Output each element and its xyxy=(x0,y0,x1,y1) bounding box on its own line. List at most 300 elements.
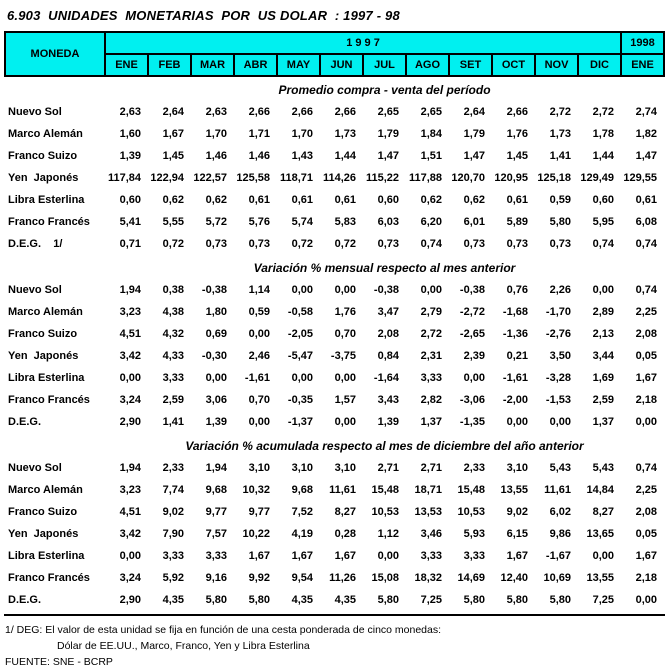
value-cell: 14,84 xyxy=(586,484,615,496)
value-cell: 9,77 xyxy=(248,506,270,518)
value-cell: 2,18 xyxy=(635,572,658,584)
value-cell: 2,18 xyxy=(635,394,658,406)
value-cell: 1,78 xyxy=(592,128,615,140)
currency-row-label: Franco Francés xyxy=(8,216,90,228)
value-cell: 3,33 xyxy=(420,372,442,384)
value-cell: 0,59 xyxy=(248,306,270,318)
value-cell: 0,00 xyxy=(592,550,615,562)
month-header-jun: JUN xyxy=(320,54,363,76)
value-cell: 1,45 xyxy=(162,150,184,162)
value-cell: 2,08 xyxy=(377,328,399,340)
value-cell: 8,27 xyxy=(592,506,615,518)
value-cell: 1,51 xyxy=(420,150,442,162)
value-cell: -1,53 xyxy=(545,394,571,406)
currency-row-label: Yen Japonés xyxy=(8,528,79,540)
value-cell: 117,88 xyxy=(408,172,442,184)
value-cell: 3,47 xyxy=(377,306,399,318)
value-cell: 5,93 xyxy=(463,528,485,540)
value-cell: 1,73 xyxy=(549,128,571,140)
value-cell: 1,80 xyxy=(205,306,227,318)
value-cell: 5,74 xyxy=(291,216,313,228)
value-cell: 120,95 xyxy=(494,172,528,184)
value-cell: 4,35 xyxy=(291,594,313,606)
month-header-feb: FEB xyxy=(148,54,191,76)
value-cell: 0,00 xyxy=(592,284,615,296)
value-cell: 5,55 xyxy=(162,216,184,228)
value-cell: 15,48 xyxy=(371,484,399,496)
value-cell: 0,61 xyxy=(506,194,528,206)
footnote-deg: 1/ DEG: El valor de esta unidad se fija en función de una cesta ponderada de cinco monedas: xyxy=(5,624,442,636)
value-cell: 118,71 xyxy=(279,172,313,184)
value-cell: 3,23 xyxy=(119,306,141,318)
value-cell: 5,80 xyxy=(506,594,528,606)
value-cell: -0,58 xyxy=(287,306,313,318)
value-cell: 1,44 xyxy=(592,150,615,162)
value-cell: 0,00 xyxy=(420,284,442,296)
value-cell: 0,73 xyxy=(377,238,399,250)
value-cell: 2,64 xyxy=(463,106,485,118)
footnote-source: FUENTE: SNE - BCRP xyxy=(5,656,113,668)
value-cell: 1,79 xyxy=(377,128,399,140)
currency-row-label: Libra Esterlina xyxy=(8,550,85,562)
value-cell: -2,05 xyxy=(287,328,313,340)
value-cell: 18,71 xyxy=(414,484,442,496)
value-cell: 9,16 xyxy=(205,572,227,584)
value-cell: 0,00 xyxy=(248,328,270,340)
value-cell: 0,74 xyxy=(635,284,658,296)
section-header: Variación % mensual respecto al mes anterior xyxy=(253,261,516,275)
table-row xyxy=(5,101,664,123)
value-cell: 2,82 xyxy=(420,394,442,406)
value-cell: 1,44 xyxy=(334,150,356,162)
value-cell: 6,03 xyxy=(377,216,399,228)
value-cell: 4,35 xyxy=(334,594,356,606)
table-row xyxy=(5,589,664,611)
value-cell: 2,65 xyxy=(420,106,442,118)
value-cell: 2,26 xyxy=(549,284,571,296)
value-cell: 2,59 xyxy=(162,394,184,406)
value-cell: 3,33 xyxy=(463,550,485,562)
table-row xyxy=(5,457,664,479)
value-cell: 1,82 xyxy=(635,128,658,140)
value-cell: 3,33 xyxy=(162,372,184,384)
value-cell: 15,08 xyxy=(371,572,399,584)
value-cell: 129,49 xyxy=(580,172,615,184)
value-cell: 0,70 xyxy=(334,328,356,340)
value-cell: 5,80 xyxy=(463,594,485,606)
value-cell: 0,05 xyxy=(635,528,658,540)
currency-row-label: D.E.G. 1/ xyxy=(8,238,63,250)
value-cell: 0,73 xyxy=(248,238,270,250)
value-cell: 9,02 xyxy=(162,506,184,518)
value-cell: 0,00 xyxy=(334,284,356,296)
value-cell: 1,43 xyxy=(291,150,313,162)
section-header-row xyxy=(5,76,664,101)
value-cell: 9,86 xyxy=(549,528,571,540)
value-cell: 0,28 xyxy=(334,528,356,540)
value-cell: 3,46 xyxy=(420,528,442,540)
value-cell: 9,02 xyxy=(506,506,528,518)
value-cell: 0,62 xyxy=(463,194,485,206)
value-cell: 1,67 xyxy=(162,128,184,140)
value-cell: 2,63 xyxy=(119,106,141,118)
value-cell: -1,36 xyxy=(502,328,528,340)
month-header-ene: ENE xyxy=(105,54,148,76)
value-cell: 115,22 xyxy=(365,172,399,184)
value-cell: 0,62 xyxy=(162,194,184,206)
value-cell: 1,76 xyxy=(506,128,528,140)
table-row xyxy=(5,567,664,589)
value-cell: 9,68 xyxy=(291,484,313,496)
value-cell: 0,00 xyxy=(506,416,528,428)
value-cell: 122,94 xyxy=(150,172,184,184)
value-cell: 2,13 xyxy=(592,328,615,340)
table-row xyxy=(5,323,664,345)
value-cell: 10,53 xyxy=(457,506,485,518)
value-cell: 0,00 xyxy=(291,284,313,296)
value-cell: 1,70 xyxy=(291,128,313,140)
currency-row-label: Marco Alemán xyxy=(8,484,83,496)
table-row xyxy=(5,279,664,301)
table-row xyxy=(5,123,664,145)
currency-row-label: D.E.G. xyxy=(8,594,42,606)
value-cell: 1,67 xyxy=(334,550,356,562)
section-header: Promedio compra - venta del período xyxy=(278,83,491,97)
year-header-row xyxy=(5,32,664,54)
value-cell: 3,50 xyxy=(549,350,571,362)
value-cell: 125,58 xyxy=(236,172,270,184)
value-cell: -2,72 xyxy=(459,306,485,318)
value-cell: 3,06 xyxy=(205,394,227,406)
value-cell: 13,55 xyxy=(586,572,615,584)
value-cell: 1,39 xyxy=(205,416,227,428)
monetary-units-table xyxy=(4,31,665,611)
value-cell: 0,72 xyxy=(334,238,356,250)
value-cell: 2,66 xyxy=(334,106,356,118)
value-cell: -0,38 xyxy=(459,284,485,296)
value-cell: 7,52 xyxy=(291,506,313,518)
value-cell: 1,67 xyxy=(506,550,528,562)
value-cell: 2,66 xyxy=(506,106,528,118)
value-cell: 6,01 xyxy=(463,216,485,228)
currency-row-label: Yen Japonés xyxy=(8,172,79,184)
month-header-mar: MAR xyxy=(191,54,234,76)
value-cell: 14,69 xyxy=(457,572,485,584)
value-cell: -2,65 xyxy=(459,328,485,340)
currency-row-label: Franco Suizo xyxy=(8,328,78,340)
value-cell: 5,80 xyxy=(205,594,227,606)
value-cell: 0,59 xyxy=(549,194,571,206)
table-body xyxy=(5,76,664,611)
value-cell: 0,00 xyxy=(334,372,356,384)
currency-row-label: Libra Esterlina xyxy=(8,372,85,384)
value-cell: 0,60 xyxy=(377,194,399,206)
table-row xyxy=(5,233,664,255)
value-cell: 4,38 xyxy=(162,306,184,318)
value-cell: 3,10 xyxy=(248,462,270,474)
value-cell: 2,89 xyxy=(592,306,615,318)
value-cell: 0,62 xyxy=(205,194,227,206)
currency-row-label: Marco Alemán xyxy=(8,306,83,318)
section-header-row xyxy=(5,255,664,279)
value-cell: 4,51 xyxy=(119,506,141,518)
section-header-spacer xyxy=(5,255,105,279)
value-cell: 1,69 xyxy=(592,372,615,384)
value-cell: 2,33 xyxy=(463,462,485,474)
month-header-oct: OCT xyxy=(492,54,535,76)
value-cell: 0,00 xyxy=(291,372,313,384)
value-cell: 0,61 xyxy=(291,194,313,206)
value-cell: 0,70 xyxy=(248,394,270,406)
value-cell: 0,00 xyxy=(119,550,141,562)
value-cell: 1,14 xyxy=(248,284,270,296)
section-header-spacer xyxy=(5,76,105,101)
value-cell: 2,66 xyxy=(248,106,270,118)
value-cell: 1,67 xyxy=(635,372,658,384)
value-cell: 10,69 xyxy=(543,572,571,584)
value-cell: 5,43 xyxy=(549,462,571,474)
month-header-ene-1998: ENE xyxy=(621,54,664,76)
value-cell: -2,76 xyxy=(545,328,571,340)
value-cell: 10,53 xyxy=(371,506,399,518)
value-cell: 5,80 xyxy=(248,594,270,606)
value-cell: 5,72 xyxy=(205,216,227,228)
moneda-column-header: MONEDA xyxy=(5,32,105,76)
value-cell: 5,95 xyxy=(592,216,615,228)
value-cell: 1,84 xyxy=(420,128,442,140)
value-cell: 5,92 xyxy=(162,572,184,584)
section-header: Variación % acumulada respecto al mes de diciembre del año anterior xyxy=(185,439,584,453)
value-cell: 1,67 xyxy=(248,550,270,562)
value-cell: 0,61 xyxy=(635,194,658,206)
table-row xyxy=(5,345,664,367)
value-cell: 0,73 xyxy=(549,238,571,250)
value-cell: 1,37 xyxy=(592,416,615,428)
value-cell: 3,43 xyxy=(377,394,399,406)
value-cell: -0,38 xyxy=(201,284,227,296)
value-cell: -0,35 xyxy=(287,394,313,406)
currency-row-label: Franco Francés xyxy=(8,394,90,406)
value-cell: 11,61 xyxy=(544,484,571,496)
value-cell: 3,33 xyxy=(205,550,227,562)
value-cell: 5,80 xyxy=(549,594,571,606)
value-cell: 5,89 xyxy=(506,216,528,228)
value-cell: 0,73 xyxy=(463,238,485,250)
value-cell: 2,72 xyxy=(420,328,442,340)
value-cell: 2,63 xyxy=(205,106,227,118)
table-row xyxy=(5,301,664,323)
value-cell: 2,72 xyxy=(592,106,615,118)
value-cell: 0,76 xyxy=(506,284,528,296)
value-cell: 3,33 xyxy=(162,550,184,562)
table-row xyxy=(5,189,664,211)
footnotes xyxy=(0,616,669,670)
value-cell: 1,57 xyxy=(334,394,356,406)
value-cell: 0,60 xyxy=(119,194,141,206)
value-cell: 10,32 xyxy=(242,484,270,496)
value-cell: 1,60 xyxy=(119,128,141,140)
value-cell: 13,65 xyxy=(586,528,615,540)
value-cell: 0,00 xyxy=(463,372,485,384)
value-cell: 1,41 xyxy=(162,416,184,428)
currency-row-label: Nuevo Sol xyxy=(8,462,62,474)
table-header xyxy=(5,32,664,76)
value-cell: 1,71 xyxy=(248,128,270,140)
month-header-may: MAY xyxy=(277,54,320,76)
value-cell: 1,39 xyxy=(119,150,141,162)
value-cell: 5,80 xyxy=(377,594,399,606)
currency-row-label: Marco Alemán xyxy=(8,128,83,140)
value-cell: 1,94 xyxy=(119,284,141,296)
value-cell: -1,70 xyxy=(545,306,571,318)
value-cell: 5,76 xyxy=(248,216,270,228)
value-cell: 6,08 xyxy=(635,216,658,228)
value-cell: 1,47 xyxy=(377,150,399,162)
value-cell: -0,38 xyxy=(373,284,399,296)
page-title: 6.903 UNIDADES MONETARIAS POR US DOLAR : 1997 - 98 xyxy=(7,8,400,23)
value-cell: 7,25 xyxy=(592,594,615,606)
value-cell: 7,74 xyxy=(162,484,184,496)
value-cell: 2,66 xyxy=(291,106,313,118)
value-cell: 3,10 xyxy=(506,462,528,474)
month-header-ago: AGO xyxy=(406,54,449,76)
value-cell: -1,64 xyxy=(373,372,399,384)
value-cell: 114,26 xyxy=(322,172,356,184)
value-cell: 0,62 xyxy=(420,194,442,206)
value-cell: 0,00 xyxy=(549,416,571,428)
value-cell: 2,74 xyxy=(635,106,658,118)
value-cell: 3,23 xyxy=(119,484,141,496)
value-cell: 11,61 xyxy=(329,484,356,496)
value-cell: 13,53 xyxy=(414,506,442,518)
currency-row-label: Nuevo Sol xyxy=(8,106,62,118)
value-cell: -5,47 xyxy=(287,350,313,362)
value-cell: 13,55 xyxy=(500,484,528,496)
footnote-deg-currencies: Dólar de EE.UU., Marco, Franco, Yen y Libra Esterlina xyxy=(57,640,310,652)
month-header-nov: NOV xyxy=(535,54,578,76)
value-cell: 2,08 xyxy=(635,506,658,518)
value-cell: 3,33 xyxy=(420,550,442,562)
value-cell: 1,41 xyxy=(549,150,571,162)
value-cell: -3,75 xyxy=(330,350,356,362)
value-cell: 1,45 xyxy=(506,150,528,162)
value-cell: 0,00 xyxy=(205,372,227,384)
value-cell: 5,83 xyxy=(334,216,356,228)
value-cell: 5,80 xyxy=(549,216,571,228)
value-cell: 120,70 xyxy=(451,172,485,184)
table-row xyxy=(5,545,664,567)
currency-row-label: Nuevo Sol xyxy=(8,284,62,296)
value-cell: 3,10 xyxy=(291,462,313,474)
currency-row-label: Libra Esterlina xyxy=(8,194,85,206)
value-cell: 1,39 xyxy=(377,416,399,428)
value-cell: 2,31 xyxy=(420,350,442,362)
value-cell: 0,84 xyxy=(377,350,399,362)
value-cell: 2,65 xyxy=(377,106,399,118)
section-header-spacer xyxy=(5,433,105,457)
value-cell: 9,77 xyxy=(205,506,227,518)
value-cell: 6,15 xyxy=(506,528,528,540)
value-cell: -1,67 xyxy=(545,550,571,562)
value-cell: 3,42 xyxy=(119,528,141,540)
value-cell: 7,25 xyxy=(420,594,442,606)
value-cell: 2,71 xyxy=(377,462,399,474)
table-row xyxy=(5,367,664,389)
table-row xyxy=(5,479,664,501)
value-cell: 0,38 xyxy=(162,284,184,296)
value-cell: 1,79 xyxy=(463,128,485,140)
value-cell: 2,33 xyxy=(162,462,184,474)
value-cell: 11,26 xyxy=(329,572,356,584)
value-cell: 0,72 xyxy=(162,238,184,250)
value-cell: 2,08 xyxy=(635,328,658,340)
table-row xyxy=(5,501,664,523)
value-cell: 2,64 xyxy=(162,106,184,118)
value-cell: 18,32 xyxy=(414,572,442,584)
value-cell: 0,05 xyxy=(635,350,658,362)
value-cell: 9,68 xyxy=(205,484,227,496)
value-cell: 129,55 xyxy=(623,172,658,184)
value-cell: 7,90 xyxy=(162,528,184,540)
value-cell: 2,59 xyxy=(592,394,615,406)
value-cell: 10,22 xyxy=(242,528,270,540)
value-cell: 1,12 xyxy=(377,528,399,540)
currency-row-label: Franco Suizo xyxy=(8,150,78,162)
currency-row-label: Franco Suizo xyxy=(8,506,78,518)
value-cell: 6,02 xyxy=(549,506,571,518)
value-cell: 1,46 xyxy=(205,150,227,162)
value-cell: 0,00 xyxy=(377,550,399,562)
value-cell: 15,48 xyxy=(457,484,485,496)
table-row xyxy=(5,411,664,433)
value-cell: 122,57 xyxy=(193,172,227,184)
value-cell: 1,76 xyxy=(334,306,356,318)
value-cell: 2,79 xyxy=(420,306,442,318)
section-header-row xyxy=(5,433,664,457)
table-row xyxy=(5,211,664,233)
value-cell: 0,61 xyxy=(248,194,270,206)
value-cell: 0,61 xyxy=(334,194,356,206)
value-cell: 3,42 xyxy=(119,350,141,362)
value-cell: 0,72 xyxy=(291,238,313,250)
value-cell: -1,35 xyxy=(459,416,485,428)
value-cell: 2,72 xyxy=(549,106,571,118)
value-cell: 4,32 xyxy=(162,328,184,340)
value-cell: 1,94 xyxy=(205,462,227,474)
value-cell: 0,74 xyxy=(635,462,658,474)
value-cell: 1,73 xyxy=(334,128,356,140)
value-cell: 12,40 xyxy=(500,572,528,584)
value-cell: 0,71 xyxy=(119,238,141,250)
value-cell: -2,00 xyxy=(502,394,528,406)
value-cell: -1,61 xyxy=(502,372,528,384)
value-cell: 3,24 xyxy=(119,394,141,406)
value-cell: 4,33 xyxy=(162,350,184,362)
month-header-set: SET xyxy=(449,54,492,76)
value-cell: 1,67 xyxy=(635,550,658,562)
currency-row-label: Yen Japonés xyxy=(8,350,79,362)
value-cell: 2,39 xyxy=(463,350,485,362)
value-cell: 2,90 xyxy=(119,594,141,606)
value-cell: 9,54 xyxy=(291,572,313,584)
currency-row-label: Franco Francés xyxy=(8,572,90,584)
value-cell: 0,00 xyxy=(635,416,658,428)
value-cell: 125,18 xyxy=(537,172,571,184)
value-cell: 0,00 xyxy=(334,416,356,428)
value-cell: 2,46 xyxy=(248,350,270,362)
value-cell: 0,73 xyxy=(205,238,227,250)
value-cell: 0,00 xyxy=(248,416,270,428)
